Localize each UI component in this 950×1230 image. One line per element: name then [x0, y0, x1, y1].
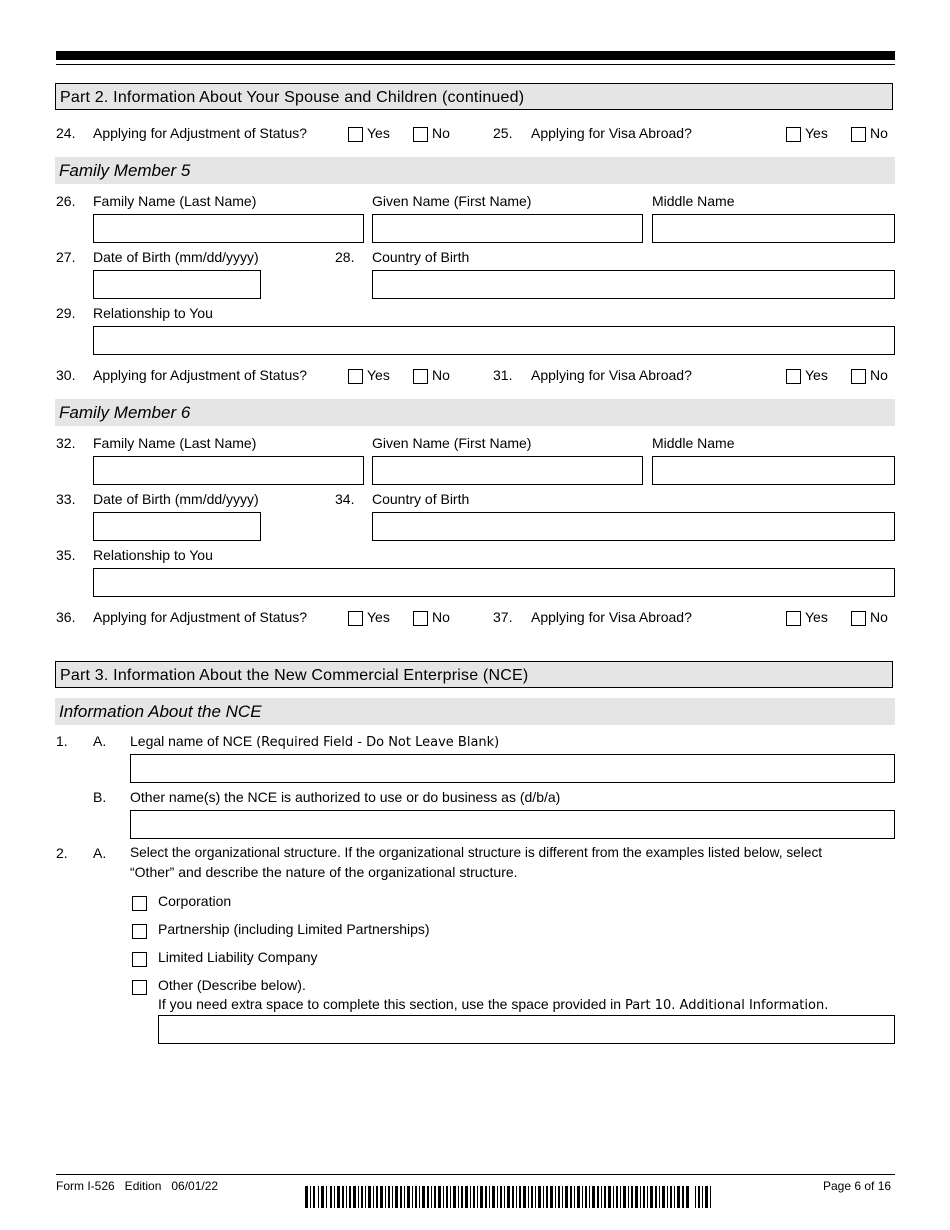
other-label: Other (Describe below). [158, 977, 306, 993]
q30-yes-label: Yes [367, 367, 390, 383]
q30-number: 30. [56, 367, 76, 383]
fm5-given-name-field[interactable] [372, 214, 643, 243]
nce-other-names-field[interactable] [130, 810, 895, 839]
llc-checkbox[interactable] [132, 952, 147, 967]
q24-no-checkbox[interactable] [413, 127, 428, 142]
fm6-relationship-label: Relationship to You [93, 547, 213, 563]
q36-no-checkbox[interactable] [413, 611, 428, 626]
part2-header: Part 2. Information About Your Spouse and Children (continued) [55, 83, 893, 110]
p3-q1b-letter: B. [93, 789, 107, 805]
p3-q2-number: 2. [56, 845, 68, 861]
q36-label: Applying for Adjustment of Status? [93, 609, 308, 625]
q29-number: 29. [56, 305, 76, 321]
q36-number: 36. [56, 609, 76, 625]
p3-q2a-instruction-line2: “Other” and describe the nature of the organizational structure. [130, 864, 518, 880]
fm6-family-name-label: Family Name (Last Name) [93, 435, 257, 451]
fm6-middle-name-label: Middle Name [652, 435, 735, 451]
corporation-checkbox[interactable] [132, 896, 147, 911]
fm5-relationship-label: Relationship to You [93, 305, 213, 321]
fm6-dob-label: Date of Birth (mm/dd/yyyy) [93, 491, 259, 507]
barcode-image [305, 1186, 713, 1208]
q25-yes-label: Yes [805, 125, 828, 141]
extra-space-note [158, 996, 828, 1014]
q37-label: Applying for Visa Abroad? [531, 609, 692, 625]
q31-label: Applying for Visa Abroad? [531, 367, 692, 383]
q36-no-label: No [432, 609, 450, 625]
part10-reference: Part 10. Additional Information. [624, 998, 829, 1013]
fm5-family-name-label: Family Name (Last Name) [93, 193, 257, 209]
p3-q1a-label [130, 733, 499, 751]
q25-yes-checkbox[interactable] [786, 127, 801, 142]
q37-yes-checkbox[interactable] [786, 611, 801, 626]
fm5-country-of-birth-label: Country of Birth [372, 249, 470, 265]
q37-number: 37. [493, 609, 513, 625]
fm6-dob-field[interactable] [93, 512, 261, 541]
p3-q1b-label: Other name(s) the NCE is authorized to use or do business as (d/b/a) [130, 789, 561, 805]
q26-number: 26. [56, 193, 76, 209]
q25-label: Applying for Visa Abroad? [531, 125, 692, 141]
nce-info-heading: Information About the NCE [55, 698, 895, 725]
q36-yes-checkbox[interactable] [348, 611, 363, 626]
footer-page-number: Page 6 of 16 [823, 1179, 892, 1193]
q25-number: 25. [493, 125, 513, 141]
nce-legal-name-field[interactable] [130, 754, 895, 783]
q31-yes-checkbox[interactable] [786, 369, 801, 384]
q34-number: 34. [335, 491, 355, 507]
q32-number: 32. [56, 435, 76, 451]
fm5-country-of-birth-field[interactable] [372, 270, 895, 299]
q33-number: 33. [56, 491, 76, 507]
fm6-given-name-field[interactable] [372, 456, 643, 485]
footer-form-edition: Form I-526 Edition 06/01/22 [56, 1179, 219, 1193]
fm6-country-of-birth-label: Country of Birth [372, 491, 470, 507]
q24-yes-checkbox[interactable] [348, 127, 363, 142]
fm6-given-name-label: Given Name (First Name) [372, 435, 532, 451]
q37-yes-label: Yes [805, 609, 828, 625]
q36-yes-label: Yes [367, 609, 390, 625]
q28-number: 28. [335, 249, 355, 265]
q31-no-label: No [870, 367, 888, 383]
footer-rule [56, 1174, 895, 1175]
part3-header: Part 3. Information About the New Commercial Enterprise (NCE) [55, 661, 893, 688]
p3-q2a-letter: A. [93, 845, 107, 861]
q25-no-checkbox[interactable] [851, 127, 866, 142]
p3-q2a-instruction-line1: Select the organizational structure. If the organizational structure is different from the examples listed below, select [130, 845, 823, 860]
fm5-middle-name-field[interactable] [652, 214, 895, 243]
q24-no-label: No [432, 125, 450, 141]
q27-number: 27. [56, 249, 76, 265]
q37-no-checkbox[interactable] [851, 611, 866, 626]
fm5-dob-field[interactable] [93, 270, 261, 299]
q30-no-label: No [432, 367, 450, 383]
fm6-country-of-birth-field[interactable] [372, 512, 895, 541]
q30-no-checkbox[interactable] [413, 369, 428, 384]
q35-number: 35. [56, 547, 76, 563]
q31-yes-label: Yes [805, 367, 828, 383]
fm6-relationship-field[interactable] [93, 568, 895, 597]
q37-no-label: No [870, 609, 888, 625]
fm5-given-name-label: Given Name (First Name) [372, 193, 532, 209]
corporation-label: Corporation [158, 893, 232, 909]
p3-q1a-label-text: Legal name of NCE [130, 733, 253, 749]
fm5-family-name-field[interactable] [93, 214, 364, 243]
q30-label: Applying for Adjustment of Status? [93, 367, 308, 383]
fm5-dob-label: Date of Birth (mm/dd/yyyy) [93, 249, 259, 265]
q25-no-label: No [870, 125, 888, 141]
p3-q1a-letter: A. [93, 733, 107, 749]
top-rule-thin [56, 64, 895, 65]
extra-space-text: If you need extra space to complete this section, use the space provided in [158, 996, 622, 1012]
top-rule-thick [56, 51, 895, 60]
partnership-checkbox[interactable] [132, 924, 147, 939]
p3-q1-number: 1. [56, 733, 68, 749]
family-member-5-heading: Family Member 5 [55, 157, 895, 184]
partnership-label: Partnership (including Limited Partnerships) [158, 921, 430, 937]
q30-yes-checkbox[interactable] [348, 369, 363, 384]
family-member-6-heading: Family Member 6 [55, 399, 895, 426]
fm5-relationship-field[interactable] [93, 326, 895, 355]
other-checkbox[interactable] [132, 980, 147, 995]
required-field-note: (Required Field - Do Not Leave Blank) [256, 735, 500, 750]
fm6-family-name-field[interactable] [93, 456, 364, 485]
q31-number: 31. [493, 367, 513, 383]
fm6-middle-name-field[interactable] [652, 456, 895, 485]
q24-yes-label: Yes [367, 125, 390, 141]
other-description-field[interactable] [158, 1015, 895, 1044]
fm5-middle-name-label: Middle Name [652, 193, 735, 209]
llc-label: Limited Liability Company [158, 949, 318, 965]
q24-label: Applying for Adjustment of Status? [93, 125, 308, 141]
q24-number: 24. [56, 125, 76, 141]
q31-no-checkbox[interactable] [851, 369, 866, 384]
